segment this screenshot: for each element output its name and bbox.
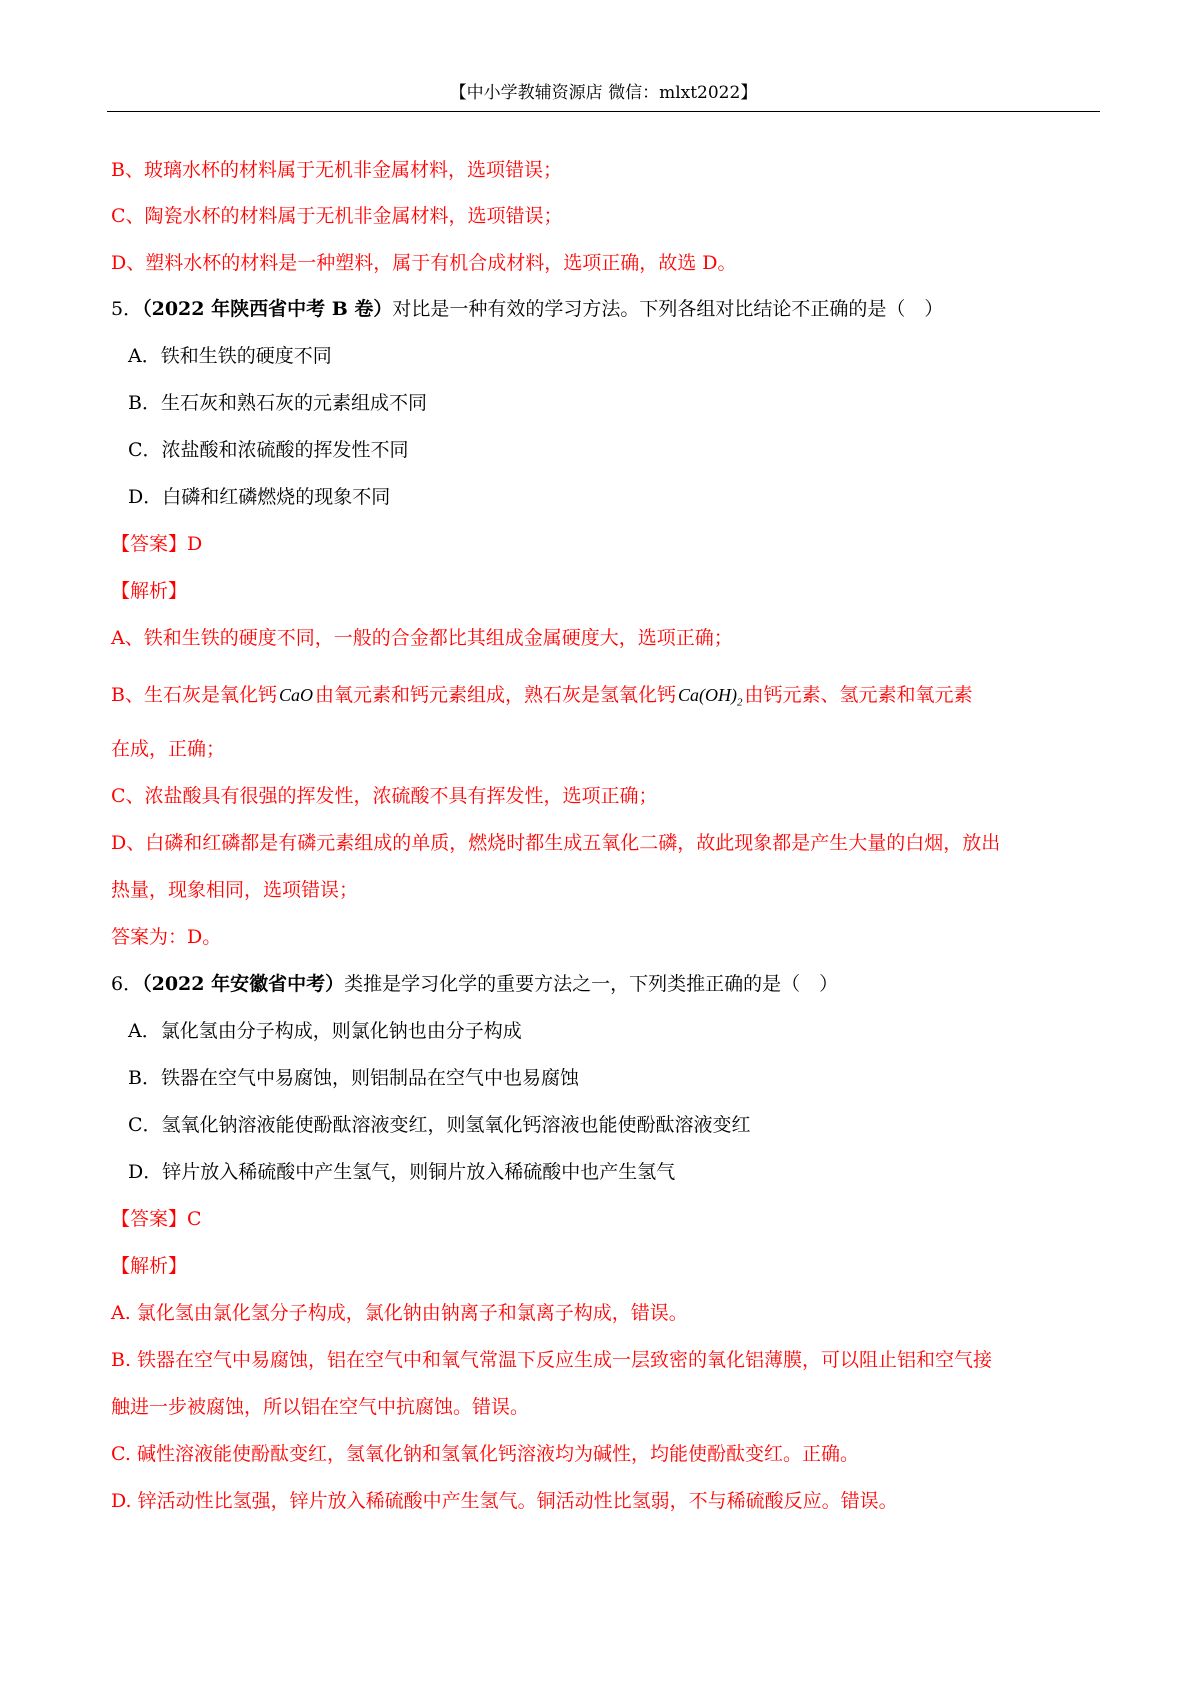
answer-label: 【答案】 bbox=[111, 533, 188, 555]
q6-option-d: D．锌片放入稀硫酸中产生氢气，则铜片放入稀硫酸中也产生氢气 bbox=[128, 1161, 676, 1183]
q5-conclusion: 答案为：D。 bbox=[111, 926, 222, 948]
q6-analysis-a: A. 氯化氢由氯化氢分子构成，氯化钠由钠离子和氯离子构成，错误。 bbox=[111, 1302, 688, 1324]
q5-analysis-a: A、铁和生铁的硬度不同，一般的合金都比其组成金属硬度大，选项正确； bbox=[111, 627, 733, 649]
q5-option-d: D．白磷和红磷燃烧的现象不同 bbox=[128, 486, 391, 508]
q6-analysis-c: C. 碱性溶液能使酚酞变红，氢氧化钠和氢氧化钙溶液均为碱性，均能使酚酞变红。正确。 bbox=[111, 1443, 859, 1465]
question-text: 类推是学习化学的重要方法之一，下列类推正确的是（ ） bbox=[344, 973, 839, 995]
question-text: 对比是一种有效的学习方法。下列各组对比结论不正确的是（ ） bbox=[392, 298, 944, 320]
question-source: （2022 年安徽省中考） bbox=[142, 973, 345, 995]
answer-value: D bbox=[187, 533, 203, 555]
header-rule bbox=[107, 111, 1100, 112]
question-5-stem bbox=[111, 297, 943, 321]
q6-option-c: C．氢氧化钠溶液能使酚酞溶液变红，则氢氧化钙溶液也能使酚酞溶液变红 bbox=[128, 1114, 751, 1136]
formula-cao: CaO bbox=[278, 685, 313, 705]
q5-analysis-b bbox=[111, 683, 973, 715]
formula-caoh2-main: Ca(OH) bbox=[678, 685, 737, 705]
q5-option-c: C．浓盐酸和浓硫酸的挥发性不同 bbox=[128, 439, 409, 461]
q6-answer bbox=[111, 1207, 202, 1231]
answer-label: 【答案】 bbox=[111, 1208, 188, 1230]
question-source: （2022 年陕西省中考 B 卷） bbox=[142, 298, 393, 320]
formula-caoh2 bbox=[676, 685, 745, 709]
q6-option-b: B．铁器在空气中易腐蚀，则铝制品在空气中也易腐蚀 bbox=[128, 1067, 579, 1089]
answer-value: C bbox=[187, 1208, 202, 1230]
q6-analysis-b: B. 铁器在空气中易腐蚀，铝在空气中和氧气常温下反应生成一层致密的氧化铝薄膜，可以阻止铝和空气接 bbox=[111, 1349, 993, 1371]
q5-analysis-d-cont: 热量，现象相同，选项错误； bbox=[111, 879, 359, 901]
question-number: 5． bbox=[111, 298, 143, 320]
q5-analysis-c: C、浓盐酸具有很强的挥发性，浓硫酸不具有挥发性，选项正确； bbox=[111, 785, 658, 807]
q5-analysis-b-cont: 在成，正确； bbox=[111, 738, 226, 760]
analysis-b-text-3: 由钙元素、氢元素和氧元素 bbox=[744, 684, 973, 706]
q6-analysis-label: 【解析】 bbox=[111, 1255, 188, 1277]
formula-caoh2-subscript: 2 bbox=[737, 696, 743, 709]
question-6-stem bbox=[111, 972, 838, 996]
q5-answer bbox=[111, 532, 202, 556]
q6-analysis-b-cont: 触进一步被腐蚀，所以铝在空气中抗腐蚀。错误。 bbox=[111, 1396, 530, 1418]
prev-analysis-b: B、玻璃水杯的材料属于无机非金属材料，选项错误； bbox=[111, 159, 562, 181]
prev-analysis-d: D、塑料水杯的材料是一种塑料，属于有机合成材料，选项正确，故选 D。 bbox=[111, 252, 737, 274]
q5-analysis-d: D、白磷和红磷都是有磷元素组成的单质，燃烧时都生成五氧化二磷，故此现象都是产生大量的白烟，放出 bbox=[111, 832, 1001, 854]
question-number: 6． bbox=[111, 973, 143, 995]
q5-option-a: A．铁和生铁的硬度不同 bbox=[128, 345, 332, 367]
q6-analysis-d: D. 锌活动性比氢强，锌片放入稀硫酸中产生氢气。铜活动性比氢弱，不与稀硫酸反应。错误。 bbox=[111, 1490, 898, 1512]
q5-option-b: B．生石灰和熟石灰的元素组成不同 bbox=[128, 392, 427, 414]
analysis-b-text-1: B、生石灰是氧化钙 bbox=[111, 684, 277, 706]
analysis-b-text-2: 由氧元素和钙元素组成，熟石灰是氢氧化钙 bbox=[314, 684, 676, 706]
q5-analysis-label: 【解析】 bbox=[111, 580, 188, 602]
q6-option-a: A．氯化氢由分子构成，则氯化钠也由分子构成 bbox=[128, 1020, 522, 1042]
page-header: 【中小学教辅资源店 微信：mlxt2022】 bbox=[449, 83, 758, 103]
prev-analysis-c: C、陶瓷水杯的材料属于无机非金属材料，选项错误； bbox=[111, 205, 563, 227]
